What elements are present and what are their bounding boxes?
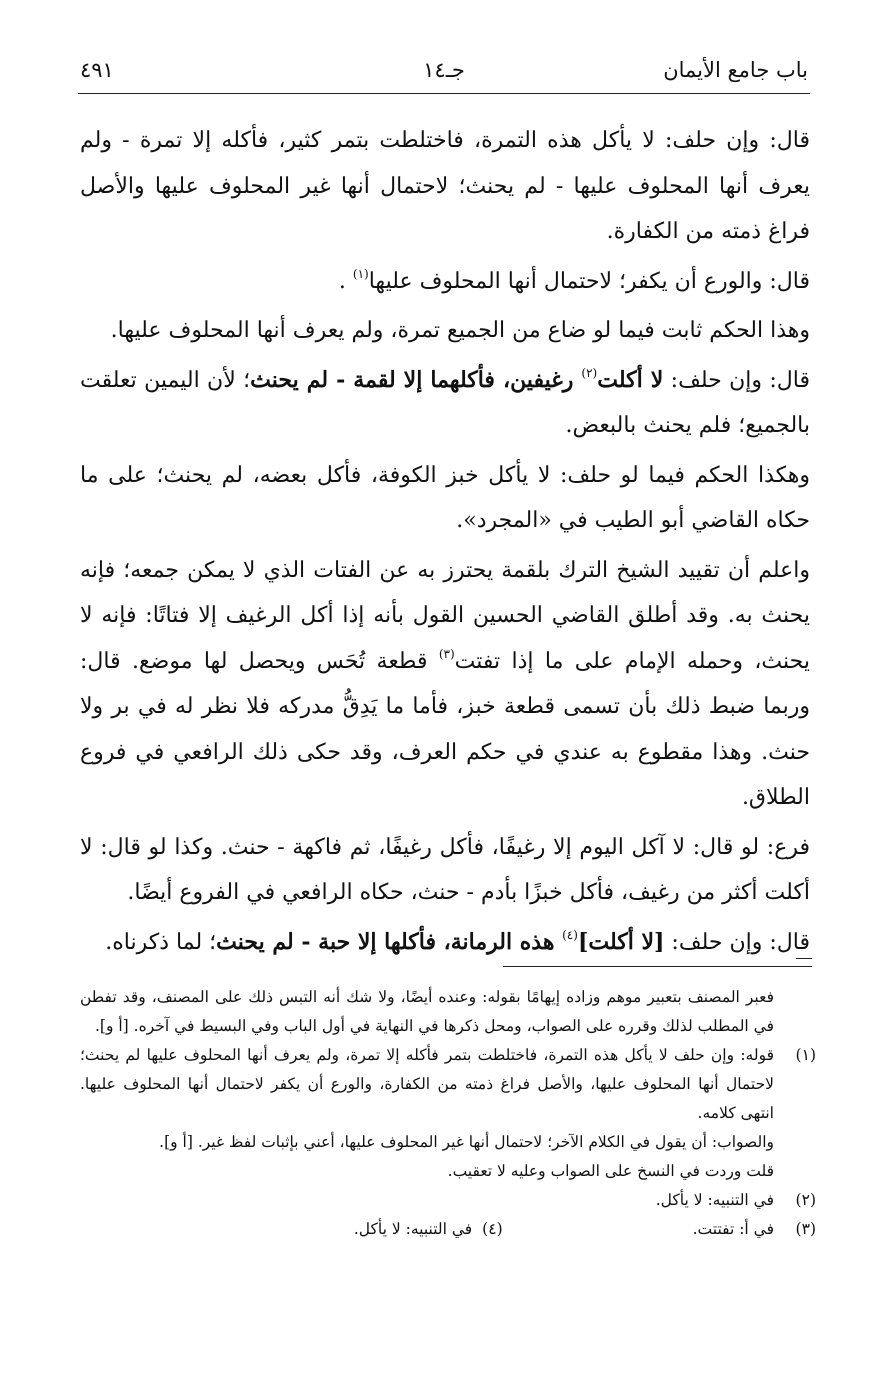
matn-text: هذه الرمانة، فأكلها إلا حبة - لم يحنث (216, 928, 563, 955)
matn-text: رغيفين، فأكلهما إلا لقمة - لم يحنث (250, 366, 582, 393)
volume-number: جـ١٤ (423, 58, 465, 82)
paragraph (80, 453, 810, 544)
footnote-3-text: في أ: تفتتت. (692, 1220, 774, 1238)
footnote-separator (503, 966, 812, 967)
commentary-text: قطعة تُحَس ويحصل لها موضع. قال: وربما ضبط ذلك بأن تسمى قطعة خبز، فأما ما يَدِقُّ مدركه فلا نظر له في بر ولا حنث. وهذا مقطوع به عندي في حكم العرف، وقد حكى ذلك الرافعي في فروع الطلاق. (80, 648, 810, 810)
commentary-text: فرع: لو قال: لا آكل اليوم إلا رغيفًا، فأكل رغيفًا، ثم فاكهة - حنث. وكذا لو قال: لا أكلت أكثر من رغيف، فأكل خبزًا بأدم - حنث، حكاه الرافعي في الفروع أيضًا. (80, 834, 810, 905)
paragraph (80, 308, 810, 354)
commentary-text: . (338, 268, 353, 294)
paragraph (80, 548, 810, 821)
footnote-1 (80, 1041, 816, 1128)
paragraph (80, 259, 810, 305)
footnote-2-text: في التنبيه: لا يأكل. (655, 1191, 774, 1209)
footnote-1-continuation (80, 1128, 816, 1157)
main-text (80, 118, 810, 969)
commentary-text: واعلم أن تقييد الشيخ الترك بلقمة يحترز به عن الفتات الذي لا يمكن جمعه؛ فإنه يحنث به. وقد أطلق القاضي الحسين القول بأنه إذا أكل الرغيف إلا فتاتًا: فإنه لا يحنث، وحمله الإمام على ما إذا تفتت (80, 557, 810, 674)
footnote-4 (354, 1215, 503, 1244)
footnote-2-number: (٢) (795, 1191, 816, 1209)
footnote-separator-mark (796, 958, 812, 959)
paragraph (80, 920, 810, 966)
footnotes-3-4-row (80, 1215, 816, 1244)
matn-text: لا أكلت (597, 366, 664, 393)
commentary-text: قال: والورع أن يكفر؛ لاحتمال أنها المحلوف عليها (368, 268, 810, 294)
footnote-reference: (٢) (581, 365, 598, 380)
footnote-reference: (١) (352, 266, 369, 281)
footnote-1-correction: والصواب: أن يقول في الكلام الآخر؛ لاحتمال أنها غير المحلوف عليها، أعني بإثبات لفظ غير. [أ و]. (159, 1133, 774, 1151)
paragraph (80, 118, 810, 255)
commentary-text: وهذا الحكم ثابت فيما لو ضاع من الجميع تمرة، ولم يعرف أنها المحلوف عليها. (110, 318, 810, 343)
commentary-text: قال: وإن حلف: (664, 929, 810, 955)
footnote-3 (693, 1215, 816, 1244)
paragraph (80, 358, 810, 449)
footnote-3-number: (٣) (795, 1220, 816, 1238)
matn-text: [لا أكلت] (577, 928, 665, 955)
header-rule (78, 93, 810, 94)
footnote-1-remark-text: قلت وردت في النسخ على الصواب وعليه لا تعقيب. (447, 1162, 774, 1180)
footnote-4-text: في التنبيه: لا يأكل. (353, 1220, 473, 1238)
footnotes (80, 983, 816, 1244)
paragraph (80, 825, 810, 916)
footnote-continuation (80, 983, 816, 1041)
footnote-4-number: (٤) (482, 1220, 503, 1238)
chapter-title: باب جامع الأيمان (663, 58, 808, 82)
footnote-1-number: (١) (795, 1046, 816, 1064)
footnote-continuation-text: فعبر المصنف بتعبير موهم وزاده إيهامًا بقوله: وعنده أيضًا، ولا شك أنه التبس ذلك على المصنف، وقد تفطن في المطلب لذلك وقرره على الصواب، ومحل ذكرها في النهاية في أول الباب وفي البسيط في آخره. [أ و]. (80, 988, 774, 1035)
footnote-2 (80, 1186, 816, 1215)
commentary-text: قال: وإن حلف: (663, 367, 810, 393)
commentary-text: ؛ لما ذكرناه. (105, 929, 217, 955)
commentary-text: قال: وإن حلف: لا يأكل هذه التمرة، فاختلطت بتمر كثير، فأكله إلا تمرة - ولم يعرف أنها المحلوف عليها - لم يحنث؛ لاحتمال أنها غير المحلوف عليها والأصل فراغ ذمته من الكفارة. (80, 128, 810, 244)
commentary-text: وهكذا الحكم فيما لو حلف: لا يأكل خبز الكوفة، فأكل بعضه، لم يحنث؛ على ما حكاه القاضي أبو الطيب في «المجرد». (80, 462, 810, 533)
running-header (80, 56, 808, 90)
commentary-text: ؛ لأن اليمين تعلقت بالجميع؛ فلم يحنث بالبعض. (80, 367, 810, 438)
footnote-reference: (٣) (438, 646, 455, 661)
footnote-reference: (٤) (562, 927, 578, 942)
footnote-1-remark (80, 1157, 816, 1186)
footnote-1-text: قوله: وإن حلف لا يأكل هذه التمرة، فاختلطت بتمر فأكله إلا تمرة، ولم يعرف أنها المحلوف عليها لم يحنث؛ لاحتمال أنها المحلوف عليها، والأصل فراغ ذمته من الكفارة، والورع أن يكفر لاحتمال أنها المحلوف عليها. انتهى كلامه. (80, 1046, 774, 1122)
page-number: ٤٩١ (80, 58, 114, 82)
